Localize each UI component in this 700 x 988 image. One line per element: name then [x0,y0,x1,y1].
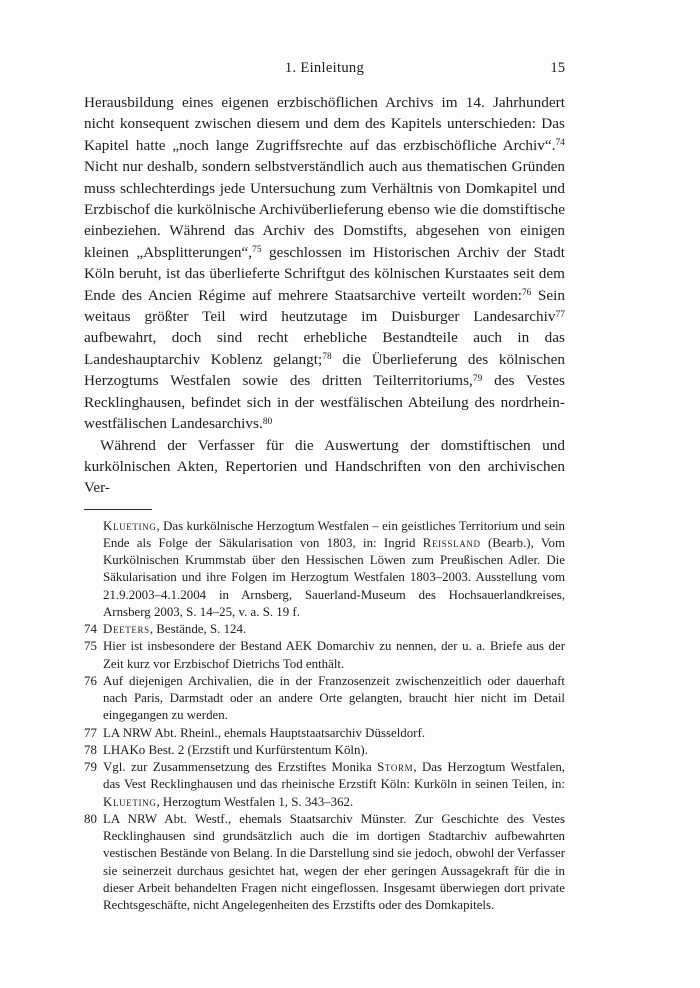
person-name-smallcaps: Klueting [103,794,157,809]
footnote-entry [84,725,565,742]
footnote-entry [84,759,565,811]
footnote-entry [84,811,565,915]
running-title: 1. Einleitung [284,60,365,76]
footnote-number [84,518,103,622]
footnote-entry [84,621,565,638]
footnote-number: 78 [84,742,97,757]
page-number: 15 [550,60,565,76]
body-text [84,92,565,499]
footnote-text: Klueting, Das kurkölnische Herzogtum Westfalen – ein geistliches Territorium und sein Ende als Folge der Säkularisation von 1803, in: Ingrid Reissland (Bearb.), Vom Kurkölnischen Krummstab über den Hessischen Löwen zum Preußischen Adler. Die Säkularisation und ihre Folgen im Herzogtum Westfalen 1803–2003. Ausstellung vom 21.9.2003–4.1.2004 in Arnsberg, Sauerland-Museum des Hochsauerlandkreises, Arnsberg 2003, S. 14–25, v. a. S. 19 f. [103,518,565,619]
page-header [84,60,565,80]
footnote-text: LHAKo Best. 2 (Erzstift und Kurfürstentum Köln). [103,742,368,757]
footnote-ref: 78 [322,352,332,363]
footnote-number: 80 [84,811,97,826]
footnote-entry [84,638,565,673]
footnote-number: 79 [84,760,97,775]
footnote-number: 75 [84,639,97,654]
person-name-smallcaps: Reissland [422,535,481,550]
footnote-ref: 76 [521,288,532,299]
footnote-list [84,518,565,915]
footnote-text: Deeters, Bestände, S. 124. [103,622,247,637]
footnote-ref: 79 [472,373,483,384]
footnote-number: 76 [84,673,97,688]
footnote-text: LA NRW Abt. Westf., ehemals Staatsarchiv Münster. Zur Geschichte des Vestes Recklinghausen sind grundsätzlich auch die im dortigen Stadtarchiv aufbewahrten vestischen Bestände von Belang. In die Darstellung sind sie jedoch, obwohl der Verfasser sie seinerzeit durchaus gesichtet hat, wegen der eher geringen Aussagekraft für die in dieser Arbeit behandelten Fragen nicht eingeflossen. Insgesamt überwiegen dort private Rechtsgeschäfte, nicht Angelegenheiten des Erzstifts oder des Domkapitels. [103,811,565,913]
footnote-entry [84,518,565,622]
footnote-number: 77 [84,725,97,740]
text-column [84,92,565,914]
footnote-text: Auf diejenigen Archivalien, die in der Franzosenzeit zwischenzeitlich oder dauerhaft nach Paris, Darmstadt oder an andere Orte gelangten, braucht hier nicht im Detail eingegangen zu werden. [103,673,565,723]
person-name-smallcaps: Storm [377,760,414,775]
footnote-ref: 77 [555,309,565,320]
footnote-ref: 80 [262,416,273,427]
paragraph: Während der Verfasser für die Auswertung der domstiftischen und kurkölnischen Akten, Repertorien und Handschriften von den archivischen Ver- [84,436,565,497]
person-name-smallcaps: Klueting [103,518,157,533]
footnote-ref: 75 [252,245,262,256]
paragraph: Herausbildung eines eigenen erzbischöflichen Archivs im 14. Jahrhundert nicht konsequent zwischen diesem und dem des Kapitels unterschieden: Das Kapitel hatte „noch lange Zugriffsrechte auf das erzbischöfliche Archiv“.$^{74}$ Nicht nur deshalb, sondern selbstverständlich auch aus thematischen Gründen muss schlechterdings jede Untersuchung zum Verhältnis von Domkapitel und Erzbischof die kurkölnische Archivüberlieferung ebenso wie die domstiftische einbeziehen. Während das Archiv des Domstifts, abgesehen von einigen kleinen „Absplitterungen“,$^{75}$ geschlossen im Historischen Archiv der Stadt Köln beruht, ist das überlieferte Schriftgut des kölnischen Kurstaates seit dem Ende des Ancien Régime auf mehrere Staatsarchive verteilt worden:$^{76}$ Sein weitaus größter Teil wird heutzutage im Duisburger Landesarchiv$^{77}$ aufbewahrt, doch sind recht erhebliche Bestandteile auch in das Landeshauptarchiv Koblenz gelangt;$^{78}$ die Überlieferung des kölnischen Herzogtums Westfalen sowie des dritten Teilterritoriums,$^{79}$ des Vestes Recklinghausen, befindet sich in der westfälischen Abteilung des nordrhein-westfälischen Landesarchivs.$^{80}$ [84,94,565,433]
footnote-entry [84,673,565,725]
footnote-number: 74 [84,622,97,637]
footnote-text: Hier ist insbesondere der Bestand AEK Domarchiv zu nennen, der u. a. Briefe aus der Zeit kurz vor Erzbischof Dietrichs Tod enthält. [103,639,565,671]
footnote-text: LA NRW Abt. Rheinl., ehemals Hauptstaatsarchiv Düsseldorf. [103,725,425,740]
footnote-separator-rule [84,509,152,510]
footnote-text: Vgl. zur Zusammensetzung des Erzstiftes Monika Storm, Das Herzogtum Westfalen, das Vest Recklinghausen und das rheinische Erzstift Köln: Kurköln in seinen Teilen, in: Klueting, Herzogtum Westfalen 1, S. 343–362. [103,760,565,809]
footnote-entry [84,742,565,759]
person-name-smallcaps: Deeters [103,622,150,637]
footnote-ref: 74 [555,138,565,149]
